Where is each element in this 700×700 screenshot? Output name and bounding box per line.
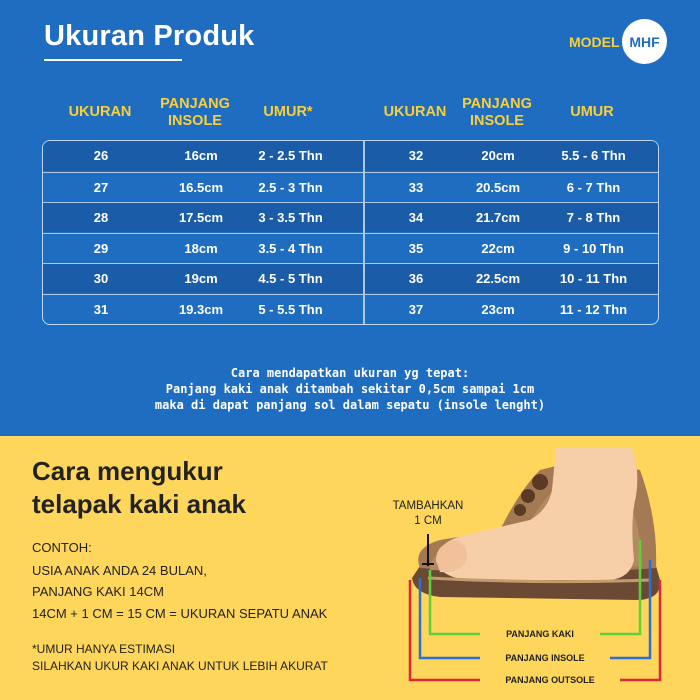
example-label: CONTOH: [32, 540, 92, 555]
size-cell: 33 [408, 179, 424, 195]
header-size-right: UKURAN [383, 104, 447, 120]
age-cell: 5.5 - 6 Thn [561, 148, 626, 163]
insole-cell: 20cm [481, 148, 515, 163]
insole-cell: 21.7cm [475, 210, 521, 225]
example-line-2: PANJANG KAKI 14CM [32, 584, 164, 599]
model-label: MODEL [569, 34, 620, 50]
header-insole-left-line1: PANJANG [160, 96, 230, 112]
size-cell: 34 [408, 210, 424, 225]
insole-cell: 19.3cm [178, 301, 224, 317]
note-line-1: Cara mendapatkan ukuran yg tepat: [230, 366, 470, 380]
size-cell: 26 [93, 148, 109, 163]
header-age-left: UMUR* [263, 104, 313, 120]
header-age-right: UMUR [570, 104, 614, 120]
page-title: Ukuran Produk [44, 20, 255, 52]
header-insole-right-line1: PANJANG [462, 96, 532, 112]
insole-cell: 16.5cm [178, 179, 224, 195]
age-cell: 6 - 7 Thn [566, 179, 621, 195]
age-cell: 2.5 - 3 Thn [258, 179, 323, 195]
insole-cell: 23cm [481, 301, 515, 317]
foot-length-label: PANJANG KAKI [480, 629, 600, 639]
insole-cell: 19cm [184, 271, 218, 286]
size-cell: 29 [93, 240, 109, 256]
outsole-length-label: PANJANG OUTSOLE [480, 675, 620, 685]
size-cell: 31 [93, 301, 109, 317]
insole-cell: 17.5cm [178, 210, 224, 225]
header-size-left: UKURAN [68, 104, 132, 120]
insole-cell: 22cm [481, 240, 515, 256]
disclaimer-line-2: SILAHKAN UKUR KAKI ANAK UNTUK LEBIH AKURAT [32, 659, 328, 673]
age-cell: 9 - 10 Thn [563, 240, 624, 256]
example-line-1: USIA ANAK ANDA 24 BULAN, [32, 563, 207, 578]
insole-cell: 22.5cm [475, 271, 521, 286]
add-1cm-label-line1: TAMBAHKAN [392, 500, 464, 512]
size-cell: 32 [408, 148, 424, 163]
measure-title-line1: Cara mengukur [32, 456, 223, 486]
size-cell: 30 [93, 271, 109, 286]
age-cell: 4.5 - 5 Thn [258, 271, 323, 286]
example-line-3: 14CM + 1 CM = 15 CM = UKURAN SEPATU ANAK [32, 606, 328, 621]
size-cell: 28 [93, 210, 109, 225]
note-line-2: Panjang kaki anak ditambah sekitar 0,5cm sampai 1cm [165, 382, 535, 396]
disclaimer-line-1: *UMUR HANYA ESTIMASI [32, 642, 176, 656]
age-cell: 3.5 - 4 Thn [258, 240, 323, 256]
note-line-3: maka di dapat panjang sol dalam sepatu (insole lenght) [154, 398, 546, 412]
age-cell: 10 - 11 Thn [559, 271, 628, 286]
size-cell: 27 [93, 179, 109, 195]
insole-cell: 18cm [184, 240, 218, 256]
add-1cm-label-line2: 1 CM [414, 515, 442, 527]
age-cell: 3 - 3.5 Thn [258, 210, 323, 225]
age-cell: 2 - 2.5 Thn [258, 148, 323, 163]
size-cell: 35 [408, 240, 424, 256]
age-cell: 7 - 8 Thn [566, 210, 621, 225]
header-insole-left-line2: INSOLE [168, 113, 222, 129]
insole-cell: 20.5cm [475, 179, 521, 195]
measure-title-line2: telapak kaki anak [32, 489, 246, 519]
header-insole-right-line2: INSOLE [470, 113, 524, 129]
age-cell: 11 - 12 Thn [559, 301, 628, 317]
model-badge: MHF [622, 19, 667, 64]
size-cell: 36 [408, 271, 424, 286]
insole-length-label: PANJANG INSOLE [480, 653, 610, 663]
insole-cell: 16cm [184, 148, 218, 163]
size-cell: 37 [408, 301, 424, 317]
age-cell: 5 - 5.5 Thn [258, 301, 323, 317]
